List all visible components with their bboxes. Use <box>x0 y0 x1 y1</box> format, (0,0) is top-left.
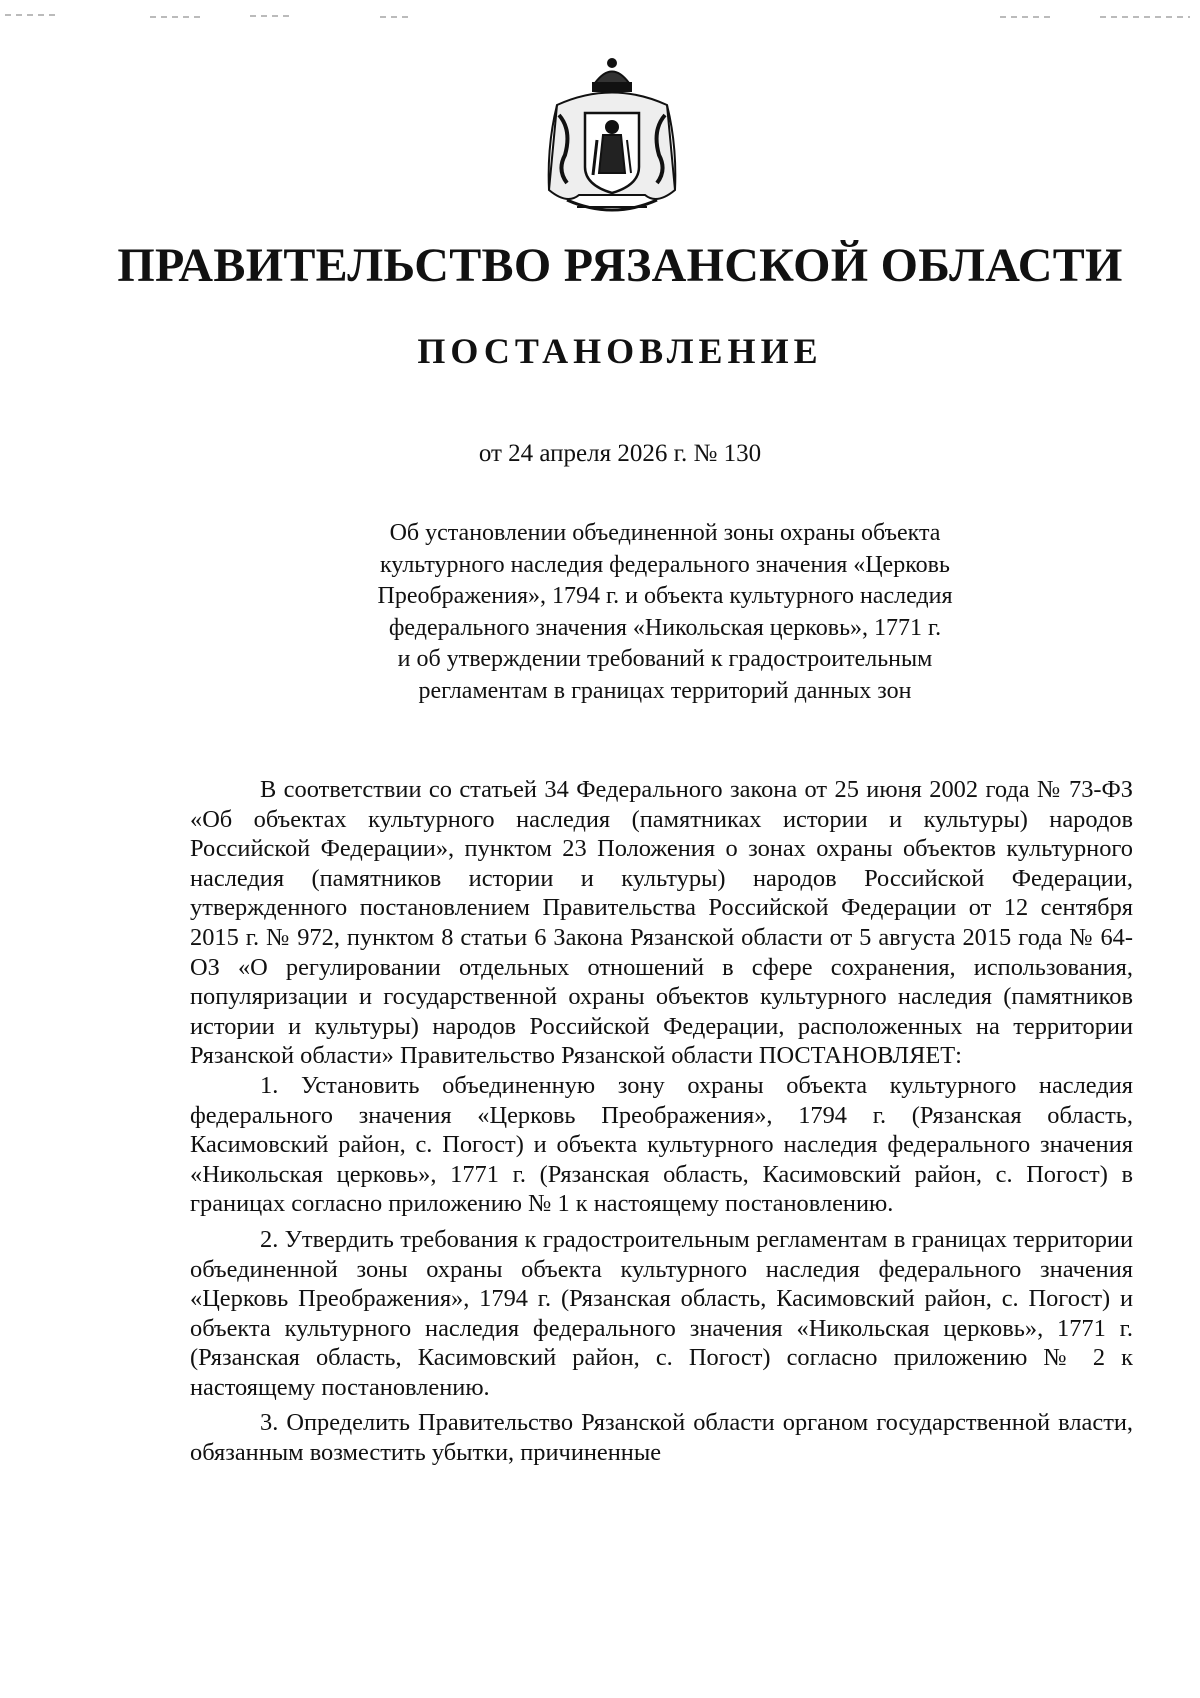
subject-line: Преображения», 1794 г. и объекта культурного наследия <box>377 583 953 609</box>
subject-line: культурного наследия федерального значения «Церковь <box>380 551 950 578</box>
coat-of-arms-icon <box>537 55 687 225</box>
document-type-title: ПОСТАНОВЛЕНИЕ <box>417 331 823 371</box>
item-2-paragraph: 2. Утвердить требования к градостроительным регламентам в границах территории объединенной зоны охраны объекта культурного наследия федерального значения «Церковь Преображения», 1794 г. (Рязанская область, Касимовский район, с. Погост) и объекта культурного наследия федерального значения «Никольская церковь», 1771 г. (Рязанская область, Касимовский район, с. Погост) согласно приложению № 2 к настоящему постановлению. <box>190 1225 1133 1401</box>
subject-line: и об утверждении требований к градостроительным <box>397 646 933 672</box>
item-1-paragraph: 1. Установить объединенную зону охраны объекта культурного наследия федерального значения «Церковь Преображения», 1794 г. (Рязанская область, Касимовский район, с. Погост) и объекта культурного наследия федерального значения «Никольская церковь», 1771 г. (Рязанская область, Касимовский район, с. Погост) в границах согласно приложению № 1 к настоящему постановлению. <box>190 1071 1133 1218</box>
document-body <box>190 775 1133 1468</box>
document-date-number: от 24 апреля 2026 г. № 130 <box>478 440 762 467</box>
subject-line: регламентам в границах территорий данных зон <box>418 677 912 704</box>
subject-line: федерального значения «Никольская церковь», 1771 г. <box>388 614 942 641</box>
item-3-paragraph: 3. Определить Правительство Рязанской области органом государственной власти, обязанным возместить убытки, причиненные <box>190 1409 1133 1467</box>
preamble-paragraph: В соответствии со статьей 34 Федерального закона от 25 июня 2002 года № 73-ФЗ «Об объектах культурного наследия (памятниках истории и культуры) народов Российской Федерации», пунктом 23 Положения о зонах охраны объектов культурного наследия (памятников истории и культуры) народов Российской Федерации, утвержденного постановлением Правительства Российской Федерации от 12 сентября 2015 г. № 972, пунктом 8 статьи 6 Закона Рязанской области от 5 августа 2015 года № 64-ОЗ «О регулировании отдельных отношений в сфере сохранения, использования, популяризации и государственной охраны объектов культурного наследия (памятников истории и культуры) народов Российской Федерации, расположенных на территории Рязанской области» Правительство Рязанской области ПОСТАНОВЛЯЕТ: <box>190 776 1133 1070</box>
government-title: ПРАВИТЕЛЬСТВО РЯЗАНСКОЙ ОБЛАСТИ <box>117 239 1123 292</box>
subject-line: Об установлении объединенной зоны охраны объекта <box>389 520 941 546</box>
document-subject <box>300 518 1030 707</box>
scan-edge-marks <box>0 0 1200 30</box>
